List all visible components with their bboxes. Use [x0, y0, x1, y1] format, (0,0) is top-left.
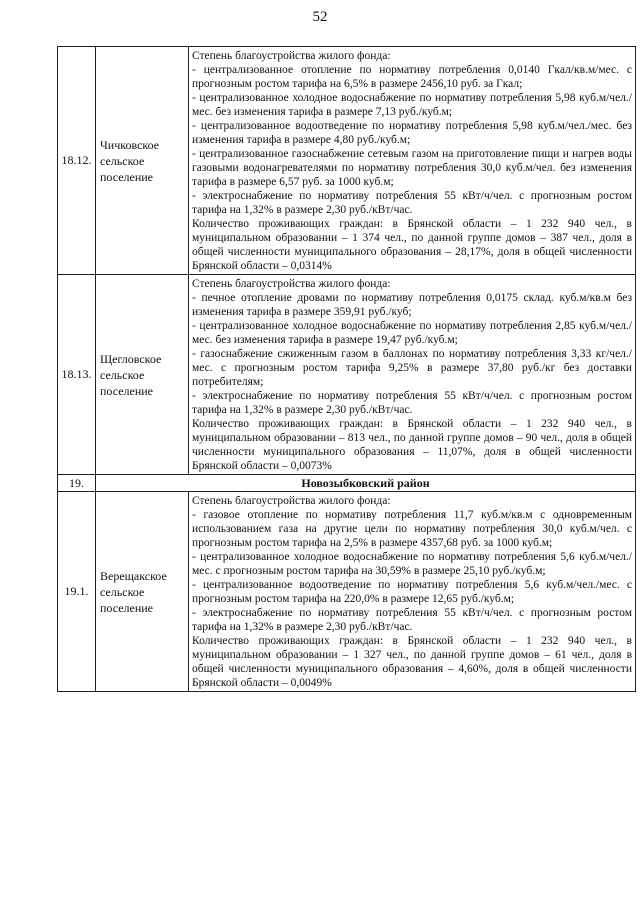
description-item: - централизованное водоотведение по нормативу потребления 5,98 куб.м/чел./мес. без изменения тарифа в размере 4,80 руб./куб.м;	[192, 120, 632, 146]
description-item: - электроснабжение по нормативу потребления 55 кВт/ч/чел. с прогнозным ростом тарифа на 1,32% в размере 2,30 руб./кВт/час.	[192, 390, 632, 416]
description-item: - печное отопление дровами по нормативу потребления 0,0175 склад. куб.м/кв.м без изменения тарифа в размере 359,91 руб./куб;	[192, 292, 632, 318]
settlement-name-line: Щегловское	[100, 351, 162, 366]
settlement-name-line: сельское	[100, 584, 145, 599]
description-item: - централизованное водоотведение по нормативу потребления 5,6 куб.м/чел./мес. с прогнозным ростом тарифа на 220,0% в размере 12,65 руб./куб.м;	[192, 579, 632, 605]
settlement-description	[189, 275, 636, 475]
description-item: - централизованное отопление по нормативу потребления 0,0140 Гкал/кв.м/мес. с прогнозным ростом тарифа на 6,5% в размере 2456,10 руб. за Гкал;	[192, 64, 632, 90]
settlement-name-line: поселение	[100, 383, 154, 398]
settlement-name-line: поселение	[100, 169, 154, 184]
settlement-name	[96, 492, 189, 692]
description-item: - централизованное холодное водоснабжение по нормативу потребления 5,6 куб.м/чел./мес. с прогнозным ростом тарифа на 30,59% в размере 25,10 руб./куб.м;	[192, 551, 632, 577]
table-row	[58, 275, 636, 475]
description-item: - газовое отопление по нормативу потребления 11,7 куб.м/кв.м с одновременным использованием газа на другие цели по нормативу потребления 30,0 куб.м/чел. с прогнозным ростом тарифа на 2,5% в размере 4357,68 руб. за 1000 куб.м;	[192, 509, 632, 549]
row-number: 18.12.	[58, 47, 96, 275]
description-item: - электроснабжение по нормативу потребления 55 кВт/ч/чел. с прогнозным ростом тарифа на 1,32% в размере 2,30 руб./кВт/час.	[192, 190, 632, 216]
settlement-name-line: сельское	[100, 367, 145, 382]
description-item: - электроснабжение по нормативу потребления 55 кВт/ч/чел. с прогнозным ростом тарифа на 1,32% в размере 2,30 руб./кВт/час.	[192, 607, 632, 633]
settlement-description	[189, 492, 636, 692]
settlements-table	[57, 46, 636, 692]
description-heading: Степень благоустройства жилого фонда:	[192, 50, 391, 62]
description-item: - газоснабжение сжиженным газом в баллонах по нормативу потребления 3,33 кг/чел./мес. с прогнозным ростом тарифа 9,25% в размере 37,80 руб./кг без доставки потребителям;	[192, 348, 632, 388]
row-number: 18.13.	[58, 275, 96, 475]
description-item: - централизованное холодное водоснабжение по нормативу потребления 2,85 куб.м/чел./мес. без изменения тарифа в размере 19,47 руб./куб.м;	[192, 320, 632, 346]
table-row	[58, 47, 636, 275]
population-info: Количество проживающих граждан: в Брянской области – 1 232 940 чел., в муниципальном образовании – 1 374 чел., по данной группе домов – 387 чел., доля в общей численности муниципального образования – 28,17%, доля в общей численности Брянской области – 0,0314%	[192, 218, 632, 272]
population-info: Количество проживающих граждан: в Брянской области – 1 232 940 чел., в муниципальном образовании – 813 чел., по данной группе домов – 90 чел., доля в общей численности муниципального образования – 11,07%, доля в общей численности Брянской области – 0,0073%	[192, 418, 632, 472]
population-info: Количество проживающих граждан: в Брянской области – 1 232 940 чел., в муниципальном образовании – 1 327 чел., по данной группе домов – 61 чел., доля в общей численности муниципального образования – 4,60%, доля в общей численности Брянской области – 0,0049%	[192, 635, 632, 689]
settlement-name	[96, 47, 189, 275]
table-row	[58, 492, 636, 692]
region-title: Новозыбковский район	[96, 475, 636, 492]
settlement-name-line: сельское	[100, 153, 145, 168]
settlement-name-line: поселение	[100, 600, 154, 615]
page-number: 52	[312, 9, 328, 25]
settlement-description	[189, 47, 636, 275]
description-item: - централизованное холодное водоснабжение по нормативу потребления 5,98 куб.м/чел./мес. без изменения тарифа в размере 7,13 руб./куб.м;	[192, 92, 632, 118]
region-number: 19.	[58, 475, 96, 492]
row-number: 19.1.	[58, 492, 96, 692]
settlement-name-line: Верещакское	[100, 568, 167, 583]
settlement-name-line: Чичковское	[100, 137, 160, 152]
description-heading: Степень благоустройства жилого фонда:	[192, 495, 391, 507]
region-row	[58, 475, 636, 492]
description-heading: Степень благоустройства жилого фонда:	[192, 278, 391, 290]
description-item: - централизованное газоснабжение сетевым газом на приготовление пищи и нагрев воды газовыми водонагревателями по нормативу потребления 30,0 куб.м/чел. без изменения тарифа в размере 6,57 руб. за 1000 куб.м;	[192, 148, 632, 188]
settlement-name	[96, 275, 189, 475]
